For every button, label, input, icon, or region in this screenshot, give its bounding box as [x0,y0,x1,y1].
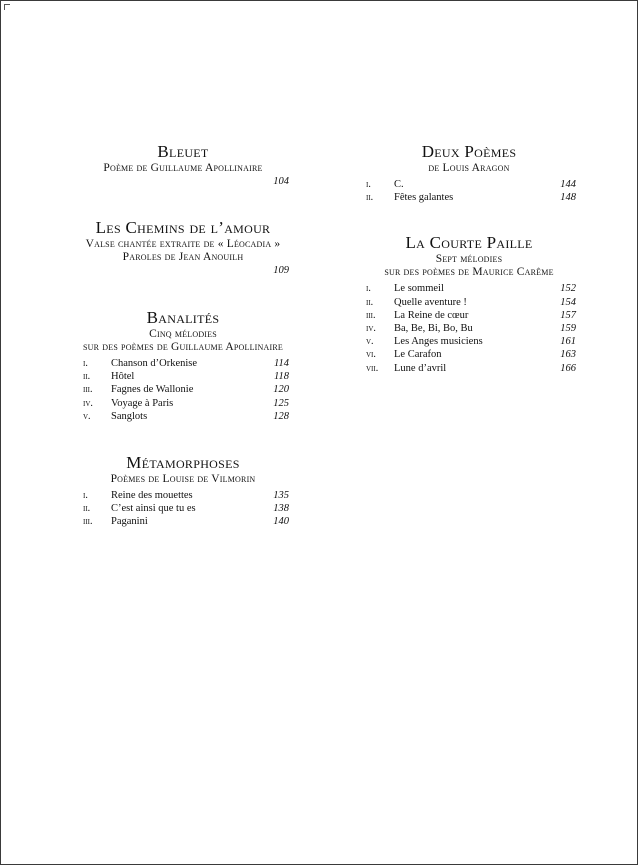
list-item [366,282,576,295]
item-page: 128 [273,410,289,422]
section-title: Banalités [146,308,220,327]
item-title: Fagnes de Wallonie [111,384,194,396]
section-subtitle: Poèmes de Louise de Vilmorin [110,473,256,486]
item-title: Lune d’avril [394,362,447,374]
section-deux-poemes [362,142,576,204]
item-page: 138 [273,503,289,515]
item-page: 166 [560,362,576,374]
list-item [83,515,289,528]
item-number: v. [366,336,374,348]
item-title: Fêtes galantes [394,192,454,204]
list-item [366,296,576,309]
section-subtitle: Valse chantée extraite de « Léocadia » [85,238,281,250]
item-number: vii. [366,362,379,374]
section-title: La Courte Paille [405,233,533,253]
item-number: iii. [83,384,93,396]
list-item [83,370,289,383]
list-item [366,362,576,375]
section-title: Deux Poèmes [421,142,517,161]
list-item [83,489,289,502]
item-number: iii. [366,309,376,321]
page-number: 109 [273,265,289,276]
section-bleuet [57,142,309,188]
item-number: ii. [366,192,374,204]
section-subtitle: Cinq mélodies [149,328,217,340]
item-number: iv. [83,397,93,409]
list-item [83,397,289,410]
section-subtitle: de Louis Aragon [428,162,510,174]
item-title: Hôtel [111,371,135,383]
item-title: Ba, Be, Bi, Bo, Bu [394,323,473,335]
item-page: 161 [560,336,576,348]
item-page: 118 [274,371,289,383]
list-item [366,335,576,348]
item-page: 125 [273,397,289,409]
item-title: Voyage à Paris [111,397,174,409]
item-page: 144 [560,179,576,190]
list-item [366,178,576,191]
item-number: vi. [366,349,376,361]
item-title: La Reine de cœur [394,309,469,321]
item-page: 152 [560,283,576,295]
item-title: Le Carafon [394,349,442,361]
item-title: Quelle aventure ! [394,296,467,308]
section-title: Métamorphoses [126,453,240,473]
item-title: Le sommeil [394,283,444,295]
section-subtitle: Sept mélodies [435,253,503,266]
item-title: Paganini [111,516,148,528]
list-item [83,410,289,423]
item-number: ii. [83,371,91,383]
item-title: Reine des mouettes [111,490,193,502]
list-item [83,383,289,396]
item-list [57,357,309,423]
page-number: 104 [273,176,289,187]
list-item [366,191,576,204]
section-subtitle: Poème de Guillaume Apollinaire [103,162,263,174]
item-page: 135 [273,490,289,502]
item-title: C’est ainsi que tu es [111,503,196,515]
section-subtitle: sur des poèmes de Maurice Carême [384,266,554,279]
list-item [366,348,576,361]
section-title: Les Chemins de l’amour [95,218,271,237]
item-number: iii. [83,516,93,528]
list-item [366,322,576,335]
item-title: Les Anges musiciens [394,336,483,348]
section-banalites [57,308,309,423]
item-list [57,489,309,529]
item-number: i. [83,490,88,502]
item-number: iv. [366,323,376,335]
item-number: i. [366,179,371,190]
list-item [83,357,289,370]
item-page: 163 [560,349,576,361]
section-la-courte-paille [362,233,576,374]
list-item [83,502,289,515]
item-page: 148 [560,192,576,204]
section-title: Bleuet [157,142,209,161]
section-chemins-de-l-amour [57,218,309,277]
left-column [57,142,309,529]
item-list [362,282,576,374]
section-subtitle: sur des poèmes de Guillaume Apollinaire [83,341,283,353]
item-title: Sanglots [111,410,148,422]
item-page: 114 [274,358,289,369]
item-number: v. [83,410,91,422]
item-number: i. [83,358,88,369]
item-page: 157 [560,309,576,321]
crop-mark [4,4,10,10]
item-page: 120 [273,384,289,396]
item-number: ii. [366,296,374,308]
item-title: C. [394,179,404,190]
item-page: 159 [560,323,576,335]
item-title: Chanson d’Orkenise [111,358,198,369]
right-column [362,142,576,375]
list-item [366,309,576,322]
item-page: 154 [560,296,576,308]
item-page: 140 [273,516,289,528]
section-metamorphoses [57,453,309,529]
section-subtitle: Paroles de Jean Anouilh [122,251,244,263]
item-number: ii. [83,503,91,515]
item-list [362,178,576,204]
item-number: i. [366,283,371,295]
